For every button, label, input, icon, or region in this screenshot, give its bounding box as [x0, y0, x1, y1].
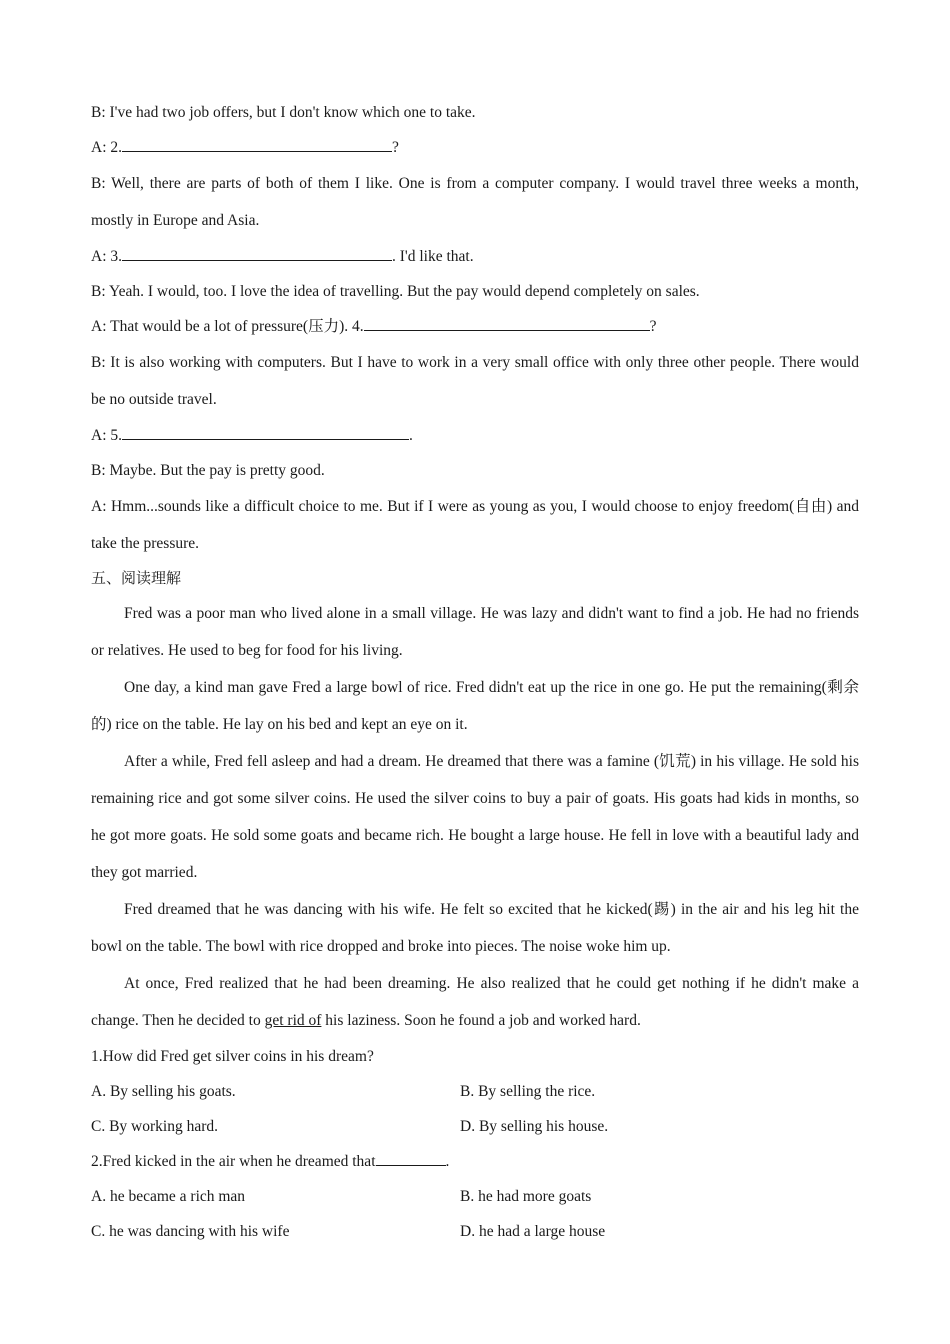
question-2-option-a[interactable]: A. he became a rich man: [91, 1188, 246, 1205]
question-2-stem-before: 2.Fred kicked in the air when he dreamed that: [91, 1153, 376, 1170]
a3-prefix: A: 3.: [91, 248, 122, 265]
a2-prefix: A: 2.: [91, 139, 122, 156]
dialogue-line-b2: B: Well, there are parts of both of them I like. One is from a computer company. I would travel three weeks a month, mostly in Europe and Asia.: [91, 175, 859, 229]
section-title: 五、阅读理解: [91, 569, 182, 587]
p5-text-after: his laziness. Soon he found a job and worked hard.: [321, 1012, 641, 1029]
question-2-stem-after: .: [445, 1153, 450, 1170]
question-2-option-c[interactable]: C. he was dancing with his wife: [91, 1223, 290, 1240]
question-1-option-b[interactable]: B. By selling the rice.: [460, 1083, 596, 1100]
a4-suffix: ?: [649, 318, 657, 335]
passage-paragraph-4: Fred dreamed that he was dancing with his wife. He felt so excited that he kicked(踢) in the air and his leg hit the bowl on the table. The bowl with rice dropped and broke into pieces. The noise woke him up.: [91, 901, 859, 955]
question-1-options-row-2: [91, 1109, 859, 1144]
answer-blank-3[interactable]: [122, 244, 392, 261]
p5-text-before: At once, Fred realized that he had been dreaming. He also realized that he could get nothing if he didn't make a change. Then he decided to: [91, 975, 859, 1029]
question-2-stem: [91, 1144, 859, 1179]
question-1-stem: 1.How did Fred get silver coins in his dream?: [91, 1048, 374, 1065]
document-page: [91, 95, 859, 1249]
a3-suffix: . I'd like that.: [392, 248, 474, 265]
dialogue-line-b3: B: Yeah. I would, too. I love the idea of travelling. But the pay would depend completely on sales.: [91, 283, 700, 300]
a4-prefix: A: That would be a lot of pressure(压力). 4.: [91, 318, 364, 335]
question-1-options-row-1: [91, 1074, 859, 1109]
answer-blank-q2[interactable]: [376, 1149, 446, 1166]
passage-paragraph-5: [91, 965, 859, 1039]
question-2-options-row-1: [91, 1179, 859, 1214]
dialogue-line-a5: [91, 418, 859, 453]
question-2-option-d[interactable]: D. he had a large house: [460, 1223, 606, 1240]
answer-blank-4[interactable]: [364, 314, 650, 331]
dialogue-line-a2: [91, 130, 859, 165]
dialogue-line-b5: B: Maybe. But the pay is pretty good.: [91, 462, 325, 479]
answer-blank-5[interactable]: [122, 423, 409, 440]
dialogue-line-a3: [91, 239, 859, 274]
dialogue-line-a4: [91, 309, 859, 344]
dialogue-line-b4: B: It is also working with computers. But I have to work in a very small office with only three other people. There would be no outside travel.: [91, 354, 859, 408]
question-2-options-row-2: [91, 1214, 859, 1249]
a2-suffix: ?: [392, 139, 399, 156]
question-2-option-b[interactable]: B. he had more goats: [460, 1188, 592, 1205]
dialogue-line-b1: B: I've had two job offers, but I don't know which one to take.: [91, 104, 476, 121]
passage-paragraph-3: After a while, Fred fell asleep and had a dream. He dreamed that there was a famine (饥荒) in his village. He sold his remaining rice and got some silver coins. He used the silver coins to buy a pair of goats. His goats had kids in months, so he got more goats. He sold some goats and became rich. He bought a large house. He fell in love with a beautiful lady and they got married.: [91, 753, 859, 881]
a5-prefix: A: 5.: [91, 427, 122, 444]
passage-paragraph-1: Fred was a poor man who lived alone in a small village. He was lazy and didn't want to find a job. He had no friends or relatives. He used to beg for food for his living.: [91, 605, 859, 659]
question-1-option-a[interactable]: A. By selling his goats.: [91, 1083, 236, 1100]
underlined-phrase: get rid of: [264, 1012, 322, 1029]
dialogue-line-a6: A: Hmm...sounds like a difficult choice to me. But if I were as young as you, I would choose to enjoy freedom(自由) and take the pressure.: [91, 498, 859, 552]
passage-paragraph-2: One day, a kind man gave Fred a large bowl of rice. Fred didn't eat up the rice in one go. He put the remaining(剩余的) rice on the table. He lay on his bed and kept an eye on it.: [91, 679, 859, 733]
question-1-option-d[interactable]: D. By selling his house.: [460, 1118, 609, 1135]
answer-blank-2[interactable]: [122, 135, 392, 152]
a5-suffix: .: [409, 427, 413, 444]
question-1-option-c[interactable]: C. By working hard.: [91, 1118, 219, 1135]
